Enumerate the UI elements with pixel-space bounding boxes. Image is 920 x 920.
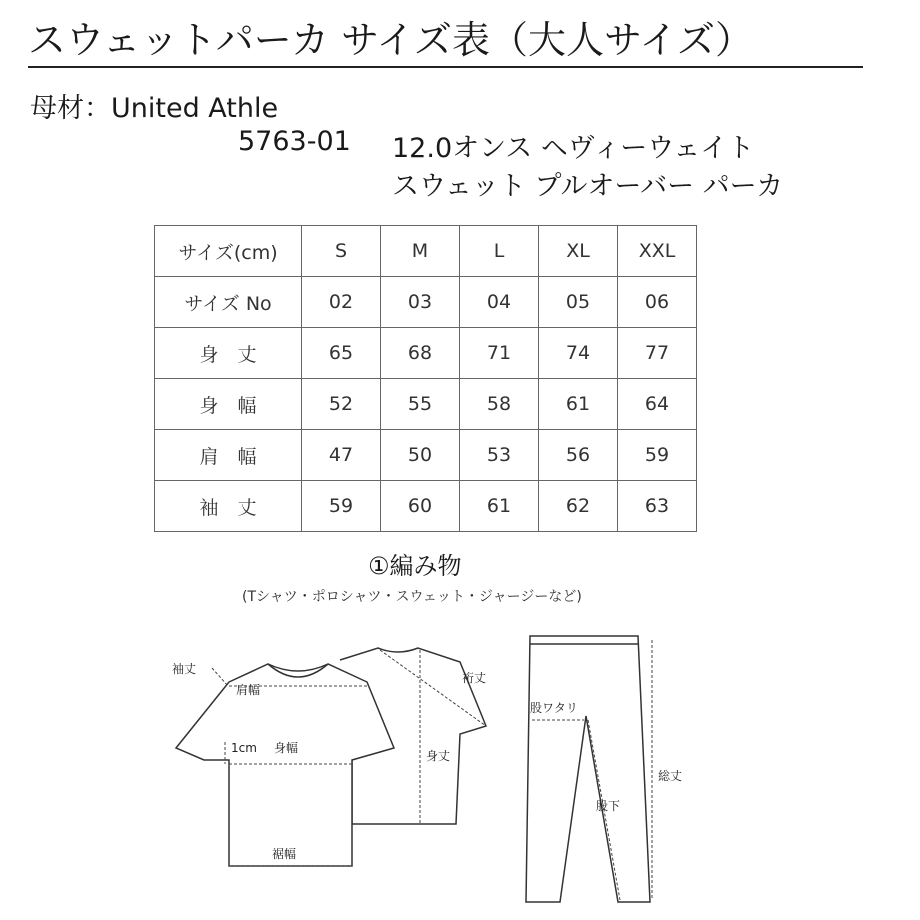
table-cell: 62 <box>539 481 618 532</box>
row-label: サイズ No <box>155 277 302 328</box>
column-header: M <box>381 226 460 277</box>
table-cell: 03 <box>381 277 460 328</box>
label-shoulder-width: 肩幅 <box>236 683 261 697</box>
front-shirt-outline <box>176 664 394 866</box>
label-one-cm: 1cm <box>231 741 257 755</box>
product-name-line1: 12.0オンス ヘヴィーウェイト <box>392 133 755 164</box>
label-rise-width: 股ワタリ <box>530 701 578 715</box>
guide-title: ①編み物 <box>368 552 462 580</box>
row-label: 身 丈 <box>155 328 302 379</box>
table-cell: 50 <box>381 430 460 481</box>
table-cell: 77 <box>618 328 697 379</box>
column-header: S <box>302 226 381 277</box>
table-cell: 68 <box>381 328 460 379</box>
table-cell: 61 <box>460 481 539 532</box>
table-cell: 64 <box>618 379 697 430</box>
table-cell: 05 <box>539 277 618 328</box>
product-name-line2: スウェット プルオーバー パーカ <box>392 171 784 202</box>
column-header: XXL <box>618 226 697 277</box>
table-cell: 60 <box>381 481 460 532</box>
table-cell: 53 <box>460 430 539 481</box>
label-total-length: 総丈 <box>658 769 683 783</box>
table-cell: 06 <box>618 277 697 328</box>
row-label: 袖 丈 <box>155 481 302 532</box>
pants-outline <box>526 636 650 902</box>
label-yuki-length: 裄丈 <box>462 671 487 685</box>
column-header: L <box>460 226 539 277</box>
material-label: 母材：United Athle <box>30 93 279 124</box>
table-cell: 59 <box>302 481 381 532</box>
table-cell: 65 <box>302 328 381 379</box>
sleeve-length-line <box>212 668 228 686</box>
table-cell: 63 <box>618 481 697 532</box>
row-label: 身 幅 <box>155 379 302 430</box>
table-cell: 74 <box>539 328 618 379</box>
table-cell: 02 <box>302 277 381 328</box>
label-body-width: 身幅 <box>274 741 299 755</box>
table-cell: 55 <box>381 379 460 430</box>
row-label: 肩 幅 <box>155 430 302 481</box>
guide-subtitle: (Tシャツ・ポロシャツ・スウェット・ジャージーなど) <box>242 589 582 605</box>
table-cell: 71 <box>460 328 539 379</box>
table-header-label: サイズ(cm) <box>155 226 302 277</box>
table-cell: 56 <box>539 430 618 481</box>
table-cell: 59 <box>618 430 697 481</box>
label-body-length: 身丈 <box>426 749 451 763</box>
label-hem-width: 裾幅 <box>272 847 297 861</box>
table-cell: 04 <box>460 277 539 328</box>
table-cell: 52 <box>302 379 381 430</box>
page-title: スウェットパーカ サイズ表（大人サイズ） <box>28 16 863 68</box>
label-inseam: 股下 <box>596 799 621 813</box>
product-code: 5763-01 <box>238 126 351 157</box>
table-cell: 47 <box>302 430 381 481</box>
label-sleeve-length: 袖丈 <box>172 662 197 676</box>
column-header: XL <box>539 226 618 277</box>
table-cell: 61 <box>539 379 618 430</box>
table-cell: 58 <box>460 379 539 430</box>
